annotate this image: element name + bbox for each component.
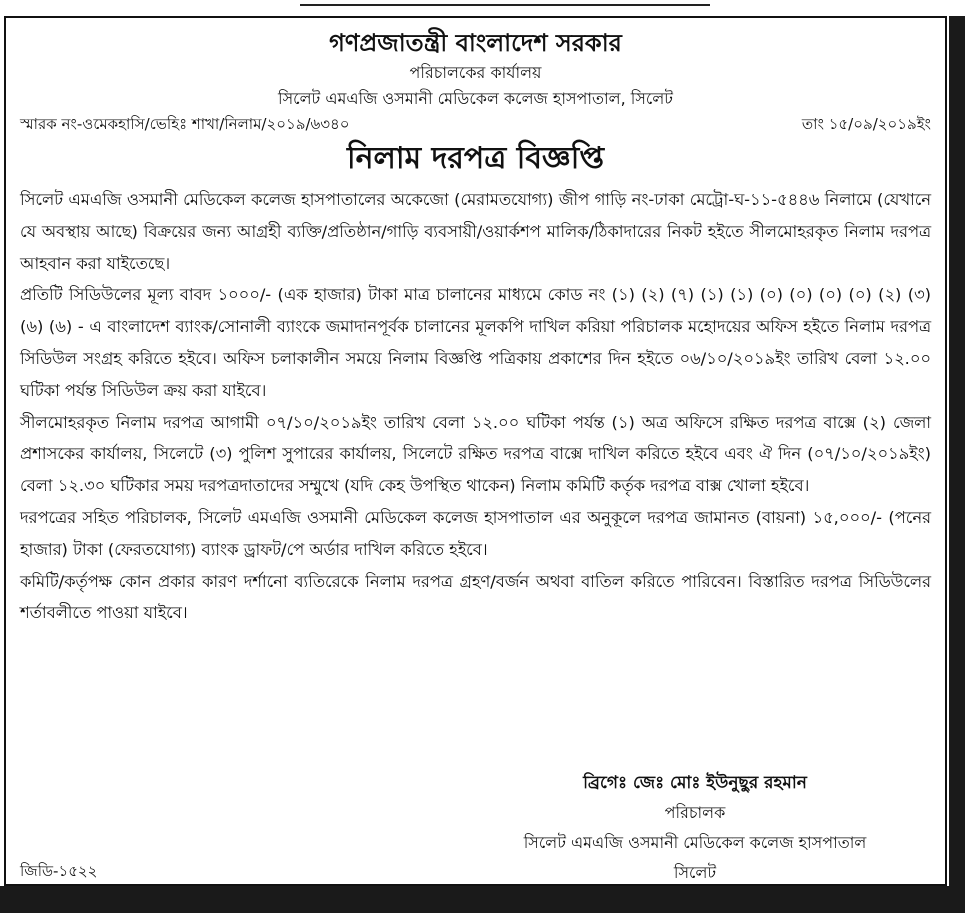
signature-block	[475, 768, 915, 888]
right-shadow-edge	[949, 16, 965, 913]
notice-body	[20, 184, 931, 629]
signatory-city: সিলেট	[673, 863, 717, 882]
office-heading: পরিচালকের কার্যালয়	[409, 63, 542, 82]
institution-heading: সিলেট এমএজি ওসমানী মেডিকেল কলেজ হাসপাতাল, সিলেট	[278, 89, 673, 108]
paragraph-schedule-price: প্রতিটি সিডিউলের মূল্য বাবদ ১০০০/- (এক হাজার) টাকা মাত্র চালানের মাধ্যমে কোড নং (১) (২) (৭) (১) (১) (০) (০) (০) (০) (২) (৩) (৬) (৬) - এ বাংলাদেশ ব্যাংক/সোনালী ব্যাংকে জমাদানপূর্বক চালানের মূলকপি দাখিল করিয়া পরিচালক মহোদয়ের অফিস হইতে নিলাম দরপত্র সিডিউল সংগ্রহ করিতে হইবে। অফিস চলাকালীন সময়ে নিলাম বিজ্ঞপ্তি পত্রিকায় প্রকাশের দিন হইতে ০৬/১০/২০১৯ইং তারিখ বেলা ১২.০০ ঘটিকা পর্যন্ত সিডিউল ক্রয় করা যাইবে।	[20, 285, 931, 400]
notice-frame	[4, 16, 947, 886]
reference-row	[20, 112, 931, 136]
paragraph-invitation: সিলেট এমএজি ওসমানী মেডিকেল কলেজ হাসপাতালের অকেজো (মেরামতযোগ্য) জীপ গাড়ি নং-ঢাকা মেট্রো-ঘ-১১-৫৪৪৬ নিলামে (যেখানে যে অবস্থায় আছে) বিক্রয়ের জন্য আগ্রহী ব্যক্তি/প্রতিষ্ঠান/গাড়ি ব্যবসায়ী/ওয়ার্কশপ মালিক/ঠিকাদারের নিকট হইতে সীলমোহরকৃত নিলাম দরপত্র আহবান করা যাইতেছে।	[20, 190, 931, 273]
paragraph-authority-rights: কমিটি/কর্তৃপক্ষ কোন প্রকার কারণ দর্শানো ব্যতিরেকে নিলাম দরপত্র গ্রহণ/বর্জন অথবা বাতিল করিতে পারিবেন। বিস্তারিত দরপত্র সিডিউলের শর্তাবলীতে পাওয়া যাইবে।	[20, 571, 931, 623]
top-divider	[300, 4, 710, 6]
signatory-institution: সিলেট এমএজি ওসমানী মেডিকেল কলেজ হাসপাতাল	[523, 833, 867, 852]
ad-code: জিডি-১৫২২	[20, 862, 98, 880]
notice-title: নিলাম দরপত্র বিজ্ঞপ্তি	[347, 141, 604, 176]
signatory-designation: পরিচালক	[664, 803, 726, 822]
memo-date: তাং ১৫/০৯/২০১৯ইং	[801, 115, 931, 133]
government-heading: গণপ্রজাতন্ত্রী বাংলাদেশ সরকার	[329, 29, 622, 57]
signatory-name: ব্রিগেঃ জেঃ মোঃ ইউনুছুর রহমান	[583, 773, 807, 793]
paragraph-submission: সীলমোহরকৃত নিলাম দরপত্র আগামী ০৭/১০/২০১৯ইং তারিখ বেলা ১২.০০ ঘটিকা পর্যন্ত (১) অত্র অফিসে রক্ষিত দরপত্র বাক্সে (২) জেলা প্রশাসকের কার্যালয়, সিলেটে (৩) পুলিশ সুপারের কার্যালয়, সিলেটে রক্ষিত দরপত্র বাক্সে দাখিল করিতে হইবে এবং ঐ দিন (০৭/১০/২০১৯ইং) বেলা ১২.৩০ ঘটিকার সময় দরপত্রদাতাদের সম্মুখে (যদি কেহ উপস্থিত থাকেন) নিলাম কমিটি কর্তৃক দরপত্র বাক্স খোলা হইবে।	[20, 412, 931, 496]
paragraph-security-deposit: দরপত্রের সহিত পরিচালক, সিলেট এমএজি ওসমানী মেডিকেল কলেজ হাসপাতাল এর অনুকূলে দরপত্র জামানত (বায়না) ১৫,০০০/- (পনের হাজার) টাকা (ফেরতযোগ্য) ব্যাংক ড্রাফট/পে অর্ডার দাখিল করিতে হইবে।	[20, 507, 931, 559]
memo-number: স্মারক নং-ওমেকহাসি/ভেহিঃ শাখা/নিলাম/২০১৯/৬৩৪০	[20, 115, 350, 133]
bottom-shadow-edge	[0, 886, 965, 913]
